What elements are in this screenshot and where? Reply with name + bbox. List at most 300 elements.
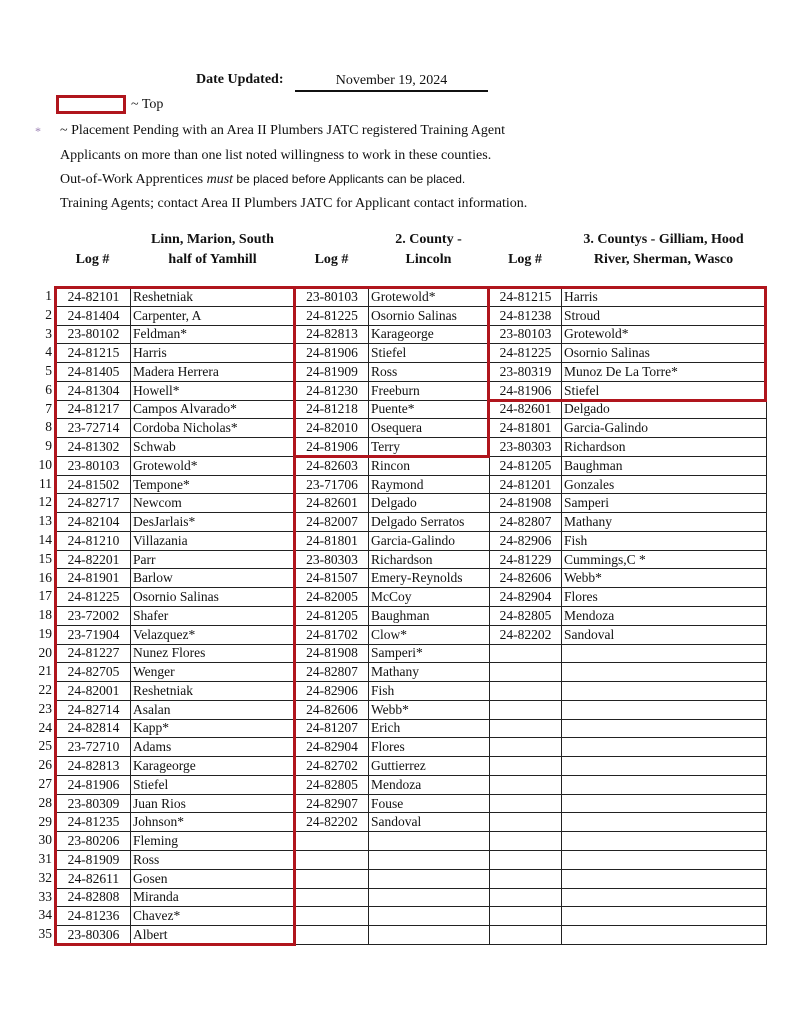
table-row (490, 550, 767, 569)
applicant-name-cell: Freeburn (369, 381, 490, 400)
table-row (296, 794, 490, 813)
table-row (57, 550, 296, 569)
table-row (490, 663, 767, 682)
applicant-name-cell: Flores (369, 738, 490, 757)
note-placement-pending: ~ Placement Pending with an Area II Plumbers JATC registered Training Agent (60, 123, 506, 138)
top-legend-swatch (56, 95, 126, 114)
log-number-cell: 24-82603 (296, 456, 369, 475)
log-number-cell: 24-81906 (296, 438, 369, 457)
applicant-name-cell: Erich (369, 719, 490, 738)
log-number-cell: 24-82805 (296, 775, 369, 794)
table-row (490, 438, 767, 457)
table-row (57, 888, 296, 907)
applicant-name-cell: Osornio Salinas (369, 306, 490, 325)
log-number-cell: 23-80102 (57, 325, 131, 344)
row-number: 30 (38, 832, 52, 848)
table-row (296, 344, 490, 363)
row-number: 26 (38, 757, 52, 773)
log-number-cell (490, 644, 562, 663)
log-number-cell: 24-82702 (296, 757, 369, 776)
applicant-name-cell: Osornio Salinas (562, 344, 767, 363)
applicant-name-cell: Parr (131, 550, 296, 569)
log-number-cell: 24-81217 (57, 400, 131, 419)
table-row (57, 325, 296, 344)
row-number: 20 (38, 644, 52, 660)
log-number-cell: 24-81236 (57, 907, 131, 926)
log-number-cell: 24-81906 (490, 381, 562, 400)
log-number-cell: 24-82010 (296, 419, 369, 438)
applicant-name-cell: Osequera (369, 419, 490, 438)
table-row (296, 700, 490, 719)
row-number: 3 (45, 325, 52, 341)
log-number-cell (490, 682, 562, 701)
applicant-name-cell: Cordoba Nicholas* (131, 419, 296, 438)
applicant-name-cell: Emery-Reynolds (369, 569, 490, 588)
table-row (296, 813, 490, 832)
asterisk-legend-icon: * (35, 124, 41, 138)
applicant-name-cell: Grotewold* (131, 456, 296, 475)
row-number: 10 (38, 456, 52, 472)
applicant-name-cell: Gosen (131, 869, 296, 888)
log-number-cell: 24-81215 (490, 288, 562, 307)
table-row (296, 850, 490, 869)
log-number-cell: 24-82906 (490, 531, 562, 550)
applicant-name-cell: Baughman (369, 607, 490, 626)
applicant-name-cell: Flores (562, 588, 767, 607)
log-number-cell: 24-82601 (296, 494, 369, 513)
log-number-cell: 24-81229 (490, 550, 562, 569)
applicant-name-cell: Puente* (369, 400, 490, 419)
table-row (490, 813, 767, 832)
table-row (57, 438, 296, 457)
log-number-cell: 24-81238 (490, 306, 562, 325)
log-number-cell: 23-80319 (490, 363, 562, 382)
applicant-name-cell: Delgado Serratos (369, 513, 490, 532)
table-row (296, 907, 490, 926)
table-row (57, 363, 296, 382)
applicant-name-cell: Webb* (562, 569, 767, 588)
log-number-cell: 24-81909 (296, 363, 369, 382)
table-row (57, 625, 296, 644)
table3-name-header-line1: 3. Countys - Gilliam, Hood (583, 232, 744, 247)
table1-log-header: Log # (75, 252, 110, 267)
applicant-name-cell: Grotewold* (369, 288, 490, 307)
log-number-cell: 23-71706 (296, 475, 369, 494)
log-number-cell (296, 888, 369, 907)
applicant-name-cell: Karageorge (131, 757, 296, 776)
table3-name-header (561, 230, 766, 270)
log-number-cell (490, 700, 562, 719)
table-row (57, 607, 296, 626)
applicant-name-cell: Asalan (131, 700, 296, 719)
applicant-name-cell (562, 700, 767, 719)
row-number: 4 (45, 344, 52, 360)
table-row (296, 926, 490, 945)
log-number-cell: 24-81218 (296, 400, 369, 419)
applicant-name-cell (369, 888, 490, 907)
applicant-name-cell (562, 813, 767, 832)
log-number-cell: 24-81210 (57, 531, 131, 550)
table-row (57, 907, 296, 926)
table-row (490, 456, 767, 475)
log-number-cell: 24-81502 (57, 475, 131, 494)
table-row (57, 456, 296, 475)
table-row (490, 419, 767, 438)
applicant-name-cell: Tempone* (131, 475, 296, 494)
applicant-name-cell: Ross (369, 363, 490, 382)
row-number: 24 (38, 719, 52, 735)
applicant-name-cell: Albert (131, 926, 296, 945)
table-row (57, 757, 296, 776)
table-row (490, 531, 767, 550)
table-row (296, 682, 490, 701)
log-number-cell: 23-72002 (57, 607, 131, 626)
log-number-cell: 24-82705 (57, 663, 131, 682)
applicant-name-cell: Clow* (369, 625, 490, 644)
applicant-name-cell: Newcom (131, 494, 296, 513)
table-row (296, 569, 490, 588)
table-row (296, 775, 490, 794)
table-row (296, 513, 490, 532)
applicant-name-cell: Fish (562, 531, 767, 550)
log-number-cell: 24-82813 (57, 757, 131, 776)
log-number-cell: 23-80303 (490, 438, 562, 457)
table3-name-header-line2: River, Sherman, Wasco (593, 252, 734, 267)
row-number: 2 (45, 306, 52, 322)
table-row (57, 813, 296, 832)
table-row (490, 625, 767, 644)
table-row (296, 494, 490, 513)
row-number: 35 (38, 926, 52, 942)
log-number-cell (490, 719, 562, 738)
table-row (296, 550, 490, 569)
applicant-name-cell (369, 926, 490, 945)
log-number-cell: 24-82201 (57, 550, 131, 569)
applicant-name-cell: Mathany (369, 663, 490, 682)
log-number-cell: 24-81901 (57, 569, 131, 588)
table-row (296, 719, 490, 738)
log-number-cell: 24-81908 (490, 494, 562, 513)
applicant-name-cell: Harris (562, 288, 767, 307)
applicant-name-cell (562, 850, 767, 869)
log-number-cell (296, 850, 369, 869)
table-row (57, 738, 296, 757)
log-number-cell: 24-81801 (490, 419, 562, 438)
table-row (296, 438, 490, 457)
log-number-cell: 24-82904 (296, 738, 369, 757)
log-number-cell (490, 663, 562, 682)
log-number-cell (490, 794, 562, 813)
table-row (57, 682, 296, 701)
table-row (490, 306, 767, 325)
table-row (490, 832, 767, 851)
log-number-cell: 24-82202 (490, 625, 562, 644)
date-updated-label: Date Updated: (196, 72, 284, 87)
table-row (57, 775, 296, 794)
table2-log-header: Log # (314, 252, 349, 267)
row-number: 8 (45, 419, 52, 435)
applicant-name-cell: Guttierrez (369, 757, 490, 776)
applicant-name-cell: Rincon (369, 456, 490, 475)
log-number-cell: 24-82805 (490, 607, 562, 626)
table-row (490, 682, 767, 701)
applicant-name-cell: Karageorge (369, 325, 490, 344)
log-number-cell: 24-81207 (296, 719, 369, 738)
row-number: 6 (45, 381, 52, 397)
applicant-name-cell (562, 644, 767, 663)
applicant-name-cell (562, 907, 767, 926)
log-number-cell: 24-81205 (490, 456, 562, 475)
table-linn-marion-yamhill (56, 287, 296, 945)
applicant-name-cell (369, 869, 490, 888)
log-number-cell: 24-82808 (57, 888, 131, 907)
applicant-name-cell: Campos Alvarado* (131, 400, 296, 419)
applicant-name-cell: Raymond (369, 475, 490, 494)
applicant-name-cell: Osornio Salinas (131, 588, 296, 607)
applicant-name-cell: Stiefel (131, 775, 296, 794)
applicant-name-cell (562, 832, 767, 851)
log-number-cell (490, 832, 562, 851)
row-number: 17 (38, 588, 52, 604)
log-number-cell: 24-81201 (490, 475, 562, 494)
log-number-cell: 24-81225 (296, 306, 369, 325)
table-row (296, 325, 490, 344)
row-number: 7 (45, 400, 52, 416)
log-number-cell: 24-81801 (296, 531, 369, 550)
table-row (57, 850, 296, 869)
table-row (57, 926, 296, 945)
applicant-name-cell: Cummings,C * (562, 550, 767, 569)
table-row (490, 700, 767, 719)
log-number-cell: 24-81230 (296, 381, 369, 400)
applicant-name-cell (369, 850, 490, 869)
table-row (296, 869, 490, 888)
table-row (57, 588, 296, 607)
row-number: 12 (38, 494, 52, 510)
table-row (296, 757, 490, 776)
applicant-name-cell: Juan Rios (131, 794, 296, 813)
table-row (57, 475, 296, 494)
table-row (57, 381, 296, 400)
log-number-cell: 24-81908 (296, 644, 369, 663)
table-row (490, 363, 767, 382)
table-row (57, 663, 296, 682)
applicant-name-cell (369, 907, 490, 926)
applicant-name-cell: Webb* (369, 700, 490, 719)
log-number-cell: 24-82907 (296, 794, 369, 813)
applicant-name-cell: Stiefel (369, 344, 490, 363)
table-row (490, 569, 767, 588)
applicant-name-cell: Johnson* (131, 813, 296, 832)
table-row (490, 381, 767, 400)
applicant-name-cell (562, 869, 767, 888)
applicant-name-cell: Garcia-Galindo (369, 531, 490, 550)
log-number-cell: 23-72710 (57, 738, 131, 757)
log-number-cell (296, 869, 369, 888)
applicant-name-cell: Grotewold* (562, 325, 767, 344)
log-number-cell: 24-82814 (57, 719, 131, 738)
row-number: 28 (38, 794, 52, 810)
log-number-cell: 24-82807 (490, 513, 562, 532)
table-row (57, 531, 296, 550)
applicant-name-cell (562, 682, 767, 701)
log-number-cell: 24-82202 (296, 813, 369, 832)
table1-name-header (130, 230, 295, 270)
note-out-of-work-prefix: Out-of-Work Apprentices (60, 172, 207, 187)
applicant-name-cell: Samperi* (369, 644, 490, 663)
log-number-cell: 24-81906 (296, 344, 369, 363)
log-number-cell: 24-81906 (57, 775, 131, 794)
applicant-name-cell: Barlow (131, 569, 296, 588)
applicant-name-cell: Nunez Flores (131, 644, 296, 663)
log-number-cell: 24-81909 (57, 850, 131, 869)
log-number-cell: 24-82101 (57, 288, 131, 307)
log-number-cell (296, 832, 369, 851)
log-number-cell (490, 926, 562, 945)
applicant-name-cell: Reshetniak (131, 288, 296, 307)
row-number: 31 (38, 851, 52, 867)
applicant-name-cell: Delgado (562, 400, 767, 419)
log-number-cell: 23-80103 (57, 456, 131, 475)
log-number-cell: 24-81235 (57, 813, 131, 832)
table-row (490, 738, 767, 757)
log-number-cell: 24-81227 (57, 644, 131, 663)
table-row (296, 644, 490, 663)
applicant-name-cell: Shafer (131, 607, 296, 626)
table-row (490, 344, 767, 363)
log-number-cell: 23-80103 (490, 325, 562, 344)
table-row (296, 456, 490, 475)
table-lincoln-county (295, 287, 490, 945)
log-number-cell: 24-82904 (490, 588, 562, 607)
log-number-cell: 24-81215 (57, 344, 131, 363)
table-row (490, 475, 767, 494)
table-row (490, 607, 767, 626)
table-gilliam-hood-river-sherman-wasco (489, 287, 767, 945)
row-number: 21 (38, 663, 52, 679)
table2-name-header-line1: 2. County - (395, 232, 462, 247)
log-number-cell: 24-82717 (57, 494, 131, 513)
table-row (490, 513, 767, 532)
table1-name-header-line2: half of Yamhill (168, 252, 257, 267)
log-number-cell: 24-81225 (57, 588, 131, 607)
table-row (57, 869, 296, 888)
applicant-name-cell: Sandoval (562, 625, 767, 644)
log-number-cell: 24-82007 (296, 513, 369, 532)
log-number-cell (490, 757, 562, 776)
log-number-cell (490, 907, 562, 926)
applicant-name-cell: Miranda (131, 888, 296, 907)
table-row (57, 400, 296, 419)
log-number-cell: 24-81507 (296, 569, 369, 588)
applicant-name-cell: Richardson (369, 550, 490, 569)
applicant-name-cell: Chavez* (131, 907, 296, 926)
row-number: 15 (38, 550, 52, 566)
applicant-name-cell: Villazania (131, 531, 296, 550)
table-row (296, 663, 490, 682)
applicant-name-cell (562, 663, 767, 682)
applicant-name-cell: Schwab (131, 438, 296, 457)
applicant-name-cell: Adams (131, 738, 296, 757)
table-row (296, 400, 490, 419)
table-row (296, 625, 490, 644)
applicant-name-cell: Delgado (369, 494, 490, 513)
row-number: 27 (38, 776, 52, 792)
table2-name-header-line2: Lincoln (405, 252, 452, 267)
applicant-name-cell: Madera Herrera (131, 363, 296, 382)
row-number: 18 (38, 607, 52, 623)
applicant-name-cell (562, 888, 767, 907)
log-number-cell: 24-81225 (490, 344, 562, 363)
table-row (57, 306, 296, 325)
applicant-name-cell (562, 719, 767, 738)
log-number-cell (296, 926, 369, 945)
log-number-cell: 24-81304 (57, 381, 131, 400)
table-row (490, 926, 767, 945)
applicant-name-cell: Mathany (562, 513, 767, 532)
note-out-of-work-emphasis: must (206, 172, 234, 187)
log-number-cell: 24-82906 (296, 682, 369, 701)
applicant-name-cell: Ross (131, 850, 296, 869)
table-row (57, 419, 296, 438)
row-number: 14 (38, 532, 52, 547)
table1-name-header-line1: Linn, Marion, South (151, 232, 274, 247)
log-number-cell: 23-80309 (57, 794, 131, 813)
log-number-cell: 23-80103 (296, 288, 369, 307)
log-number-cell (490, 850, 562, 869)
log-number-cell: 23-80206 (57, 832, 131, 851)
log-number-cell: 24-81404 (57, 306, 131, 325)
log-number-cell: 23-80306 (57, 926, 131, 945)
applicant-name-cell: Mendoza (562, 607, 767, 626)
note-out-of-work (60, 172, 465, 188)
table-row (296, 381, 490, 400)
row-number: 29 (38, 813, 52, 829)
table-row (296, 832, 490, 851)
applicant-name-cell: Fish (369, 682, 490, 701)
log-number-cell: 24-82813 (296, 325, 369, 344)
row-number: 1 (45, 288, 52, 303)
note-out-of-work-suffix: be placed before Applicants can be placed. (233, 172, 466, 186)
row-number: 33 (38, 888, 52, 904)
top-legend-label: ~ Top (131, 97, 164, 112)
table-row (296, 531, 490, 550)
table-row (490, 494, 767, 513)
row-number: 23 (38, 700, 52, 716)
table-row (57, 832, 296, 851)
applicant-name-cell: Garcia-Galindo (562, 419, 767, 438)
table-row (57, 644, 296, 663)
log-number-cell: 24-82606 (490, 569, 562, 588)
table-row (296, 738, 490, 757)
table3-log-header: Log # (508, 252, 542, 267)
date-updated-value: November 19, 2024 (295, 72, 488, 92)
note-multiple-lists: Applicants on more than one list noted willingness to work in these counties. (60, 148, 492, 163)
log-number-cell: 23-80303 (296, 550, 369, 569)
applicant-name-cell: Munoz De La Torre* (562, 363, 767, 382)
table-row (296, 306, 490, 325)
table-row (490, 869, 767, 888)
applicant-name-cell: Richardson (562, 438, 767, 457)
applicant-name-cell: Fouse (369, 794, 490, 813)
applicant-name-cell: Fleming (131, 832, 296, 851)
applicant-name-cell: Velazquez* (131, 625, 296, 644)
applicant-name-cell: Kapp* (131, 719, 296, 738)
applicant-name-cell (562, 926, 767, 945)
log-number-cell: 24-82601 (490, 400, 562, 419)
table-row (57, 494, 296, 513)
table-row (490, 400, 767, 419)
